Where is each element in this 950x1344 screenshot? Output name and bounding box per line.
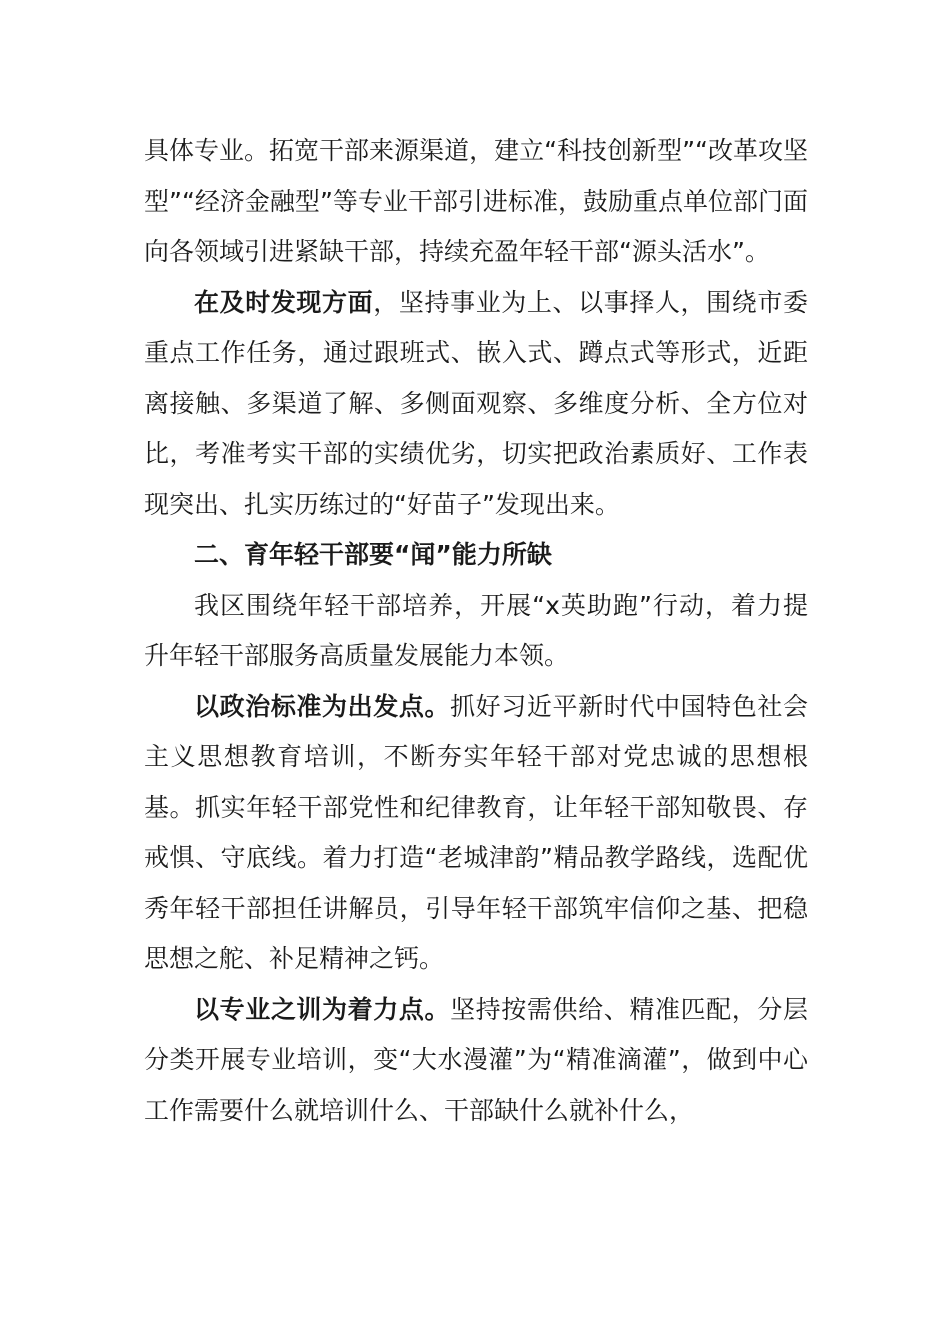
paragraph-text: 坚持按需供给、精准匹配，分层分类开展专业培训，变“大水漫灌”为“精准滴灌”，做到中心工作需要什么就培训什么、干部缺什么就补什么， bbox=[144, 994, 808, 1125]
document-body bbox=[144, 126, 808, 1136]
paragraph-text: 抓好习近平新时代中国特色社会主义思想教育培训，不断夯实年轻干部对党忠诚的思想根基。抓实年轻干部党性和纪律教育，让年轻干部知敬畏、存戒惧、守底线。着力打造“老城津韵”精品教学路线，选配优秀年轻干部担任讲解员，引导年轻干部筑牢信仰之基、把稳思想之舵、补足精神之钙。 bbox=[144, 691, 808, 973]
paragraph-source-channels bbox=[144, 126, 808, 278]
paragraph-text: 我区围绕年轻干部培养，开展“x英助跑”行动，着力提升年轻干部服务高质量发展能力本领。 bbox=[144, 590, 808, 670]
section-heading-text: 二、育年轻干部要“闻”能力所缺 bbox=[194, 540, 552, 569]
paragraph-lead: 以政治标准为出发点。 bbox=[194, 691, 451, 721]
paragraph-professional-training bbox=[144, 985, 808, 1137]
paragraph-political-standard bbox=[144, 682, 808, 985]
section-heading bbox=[144, 530, 808, 581]
paragraph-text: 具体专业。拓宽干部来源渠道，建立“科技创新型”“改革攻坚型”“经济金融型”等专业干部引进标准，鼓励重点单位部门面向各领域引进紧缺干部，持续充盈年轻干部“源头活水”。 bbox=[144, 136, 808, 266]
paragraph-training-intro bbox=[144, 581, 808, 682]
paragraph-text: ，坚持事业为上、以事择人，围绕市委重点工作任务，通过跟班式、嵌入式、蹲点式等形式，近距离接触、多渠道了解、多侧面观察、多维度分析、全方位对比，考准考实干部的实绩优劣，切实把政治素质好、工作表现突出、扎实历练过的“好苗子”发现出来。 bbox=[144, 287, 808, 519]
paragraph-lead: 以专业之训为着力点。 bbox=[194, 994, 451, 1024]
paragraph-timely-discovery bbox=[144, 278, 808, 531]
paragraph-lead: 在及时发现方面 bbox=[194, 287, 374, 317]
